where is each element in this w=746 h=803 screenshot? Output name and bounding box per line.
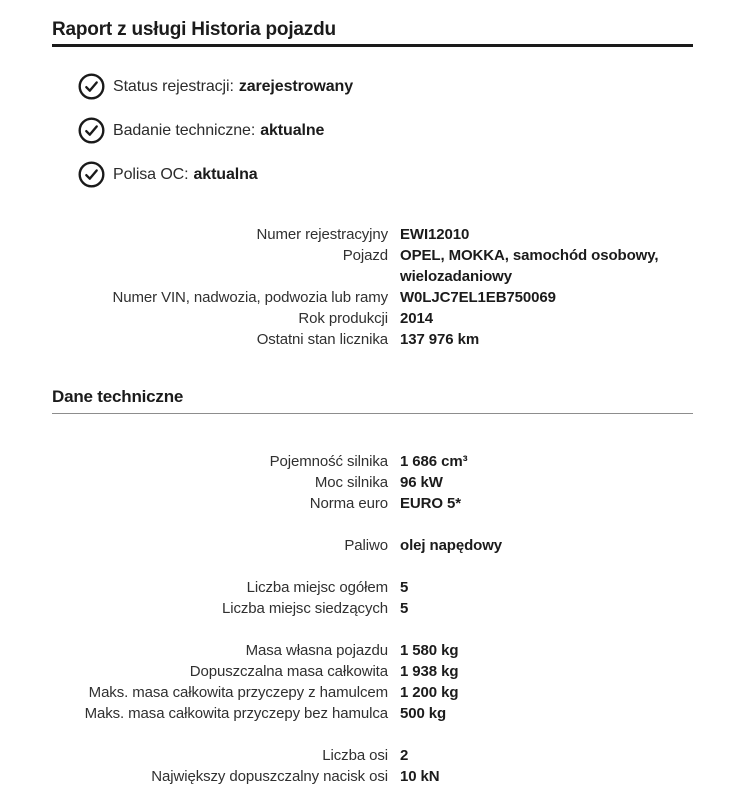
kv-row-seating-seats	[52, 598, 693, 619]
kv-label: Maks. masa całkowita przyczepy z hamulcem	[88, 684, 388, 701]
kv-row-engine-power	[52, 472, 693, 493]
technical-data	[52, 451, 693, 787]
check-circle-icon	[78, 117, 105, 144]
vehicle-summary	[52, 224, 693, 350]
mass-group	[52, 640, 693, 724]
page-title: Raport z usługi Historia pojazdu	[52, 19, 336, 40]
kv-label: Numer VIN, nadwozia, podwozia lub ramy	[112, 289, 388, 306]
engine-group	[52, 451, 693, 514]
kv-label: Pojazd	[342, 247, 388, 264]
kv-label: Liczba miejsc siedzących	[222, 600, 388, 617]
status-value: zarejestrowany	[238, 77, 354, 95]
status-item-registration	[78, 73, 693, 100]
kv-label: Norma euro	[309, 495, 388, 512]
kv-label: Masa własna pojazdu	[245, 642, 388, 659]
report-header	[52, 0, 693, 47]
kv-label: Numer rejestracyjny	[256, 226, 388, 243]
title-divider	[52, 44, 693, 47]
kv-value: olej napędowy	[400, 537, 503, 554]
status-label: Badanie techniczne:	[113, 121, 256, 139]
status-item-inspection	[78, 117, 693, 144]
kv-value: 1 686 cm³	[400, 453, 468, 470]
kv-value: 5	[400, 579, 409, 596]
kv-row-odometer	[52, 329, 693, 350]
kv-row-production-year	[52, 308, 693, 329]
kv-row-trailer-braked	[52, 682, 693, 703]
kv-value: 2014	[400, 310, 433, 327]
kv-label: Pojemność silnika	[269, 453, 388, 470]
fuel-group	[52, 535, 693, 556]
kv-row-trailer-unbraked	[52, 703, 693, 724]
status-list	[52, 73, 693, 188]
section-divider	[52, 413, 693, 414]
kv-value: 2	[400, 747, 409, 764]
section-title: Dane techniczne	[52, 387, 184, 406]
kv-row-fuel	[52, 535, 693, 556]
kv-value: 500 kg	[400, 705, 447, 722]
kv-row-total-seats	[52, 577, 693, 598]
kv-value: 96 kW	[400, 474, 443, 491]
kv-value: 1 938 kg	[400, 663, 459, 680]
kv-label: Paliwo	[344, 537, 388, 554]
kv-value: EWI12010	[400, 226, 470, 243]
kv-value: 10 kN	[400, 768, 440, 785]
kv-label: Ostatni stan licznika	[256, 331, 388, 348]
kv-label: Rok produkcji	[298, 310, 388, 327]
kv-row-own-mass	[52, 640, 693, 661]
seats-group	[52, 577, 693, 619]
kv-value: EURO 5*	[400, 495, 461, 512]
technical-section	[52, 387, 693, 787]
kv-label: Dopuszczalna masa całkowita	[189, 663, 388, 680]
status-value: aktualne	[260, 121, 325, 139]
kv-label: Liczba osi	[322, 747, 388, 764]
kv-row-vehicle	[52, 245, 693, 287]
axles-group	[52, 745, 693, 787]
kv-row-axle-load	[52, 766, 693, 787]
kv-row-axle-count	[52, 745, 693, 766]
kv-value: 1 580 kg	[400, 642, 459, 659]
check-circle-icon	[78, 161, 105, 188]
status-text	[113, 166, 258, 184]
kv-row-vin	[52, 287, 693, 308]
kv-value: W0LJC7EL1EB750069	[400, 289, 556, 306]
kv-row-registration-number	[52, 224, 693, 245]
kv-value: OPEL, MOKKA, samochód osobowy, wielozadaniowy	[400, 247, 659, 285]
kv-row-euro-norm	[52, 493, 693, 514]
status-item-insurance	[78, 161, 693, 188]
check-circle-icon	[78, 73, 105, 100]
kv-label: Maks. masa całkowita przyczepy bez hamulca	[84, 705, 388, 722]
status-label: Status rejestracji:	[113, 77, 234, 95]
kv-label: Moc silnika	[314, 474, 388, 491]
kv-value: 1 200 kg	[400, 684, 459, 701]
kv-value: 137 976 km	[400, 331, 480, 348]
status-text	[113, 78, 353, 96]
status-text	[113, 122, 324, 140]
kv-label: Liczba miejsc ogółem	[246, 579, 388, 596]
status-label: Polisa OC:	[113, 165, 189, 183]
kv-value: 5	[400, 600, 409, 617]
status-value: aktualna	[193, 165, 258, 183]
kv-row-max-mass	[52, 661, 693, 682]
kv-label: Największy dopuszczalny nacisk osi	[151, 768, 388, 785]
kv-row-engine-capacity	[52, 451, 693, 472]
